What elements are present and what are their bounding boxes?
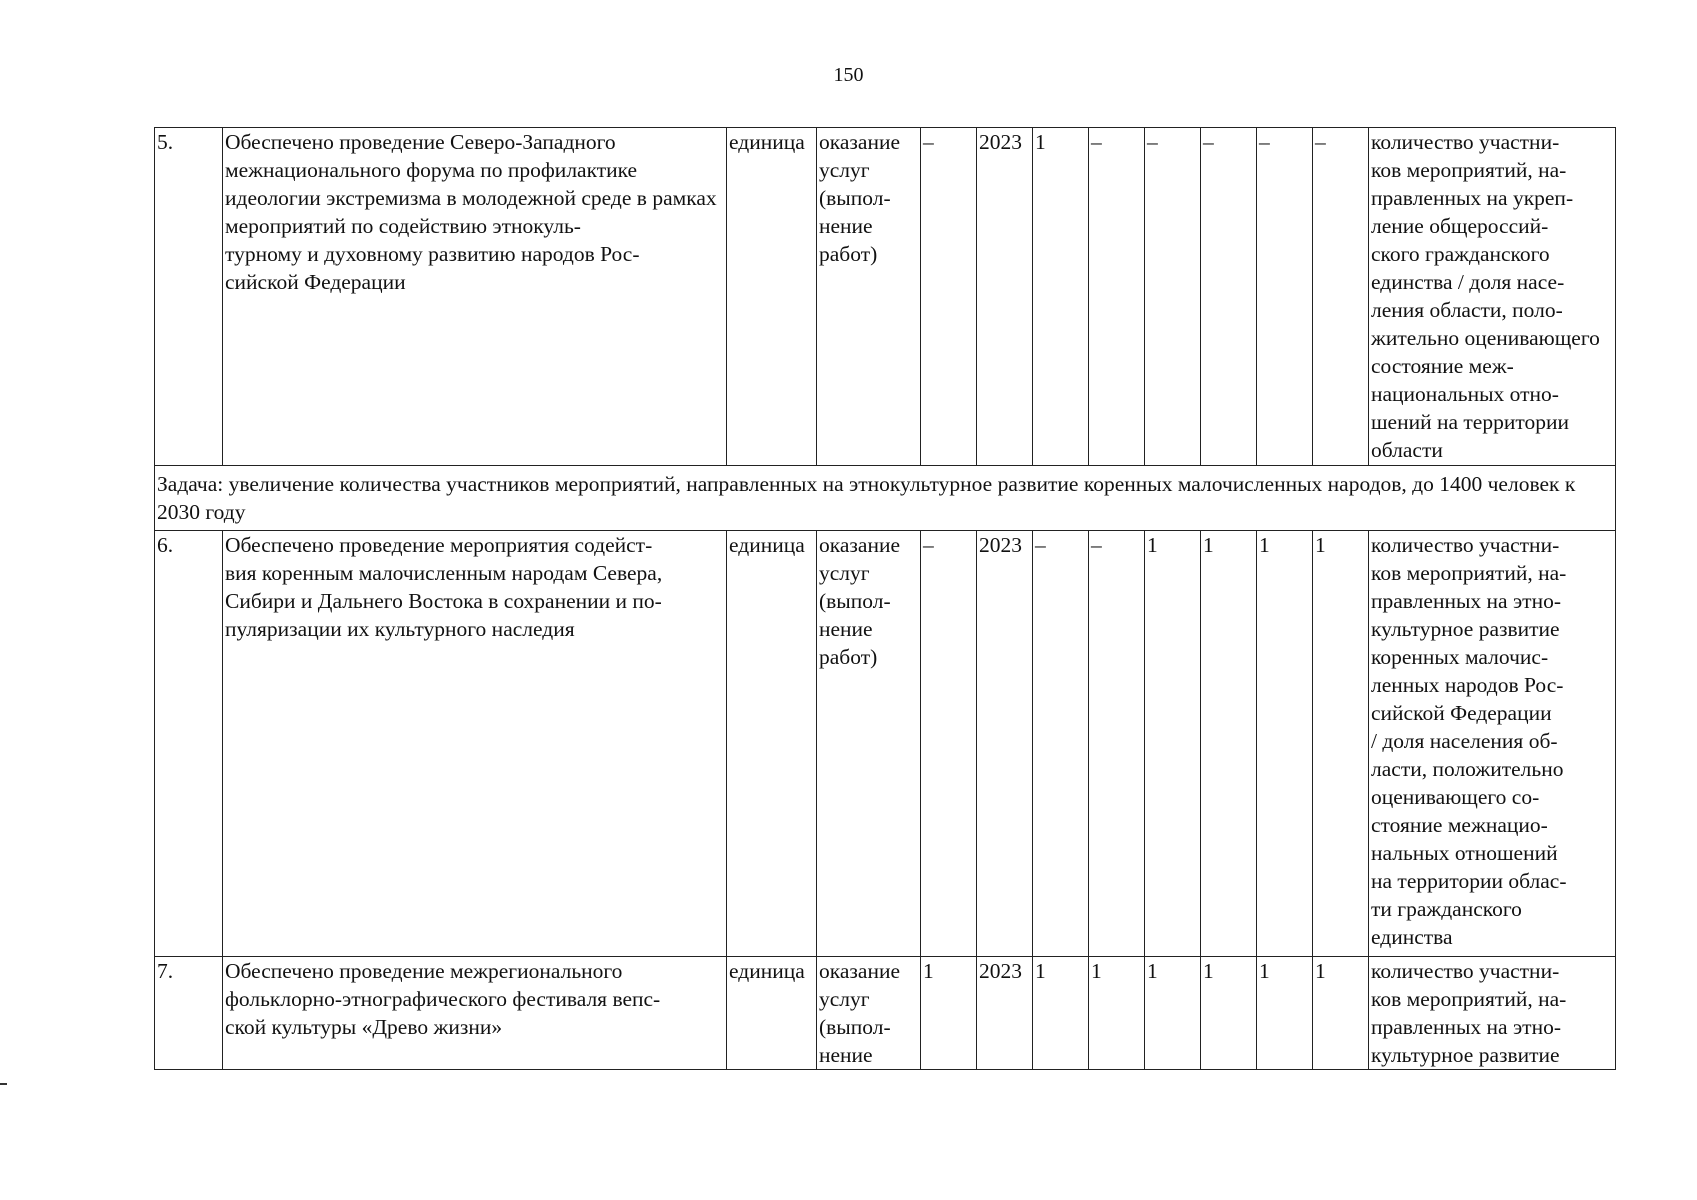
- base-year: 2023: [977, 957, 1033, 1070]
- scan-edge-mark: [0, 1083, 7, 1085]
- table-row: [155, 531, 1616, 957]
- task-text: Задача: увеличение количества участников мероприятий, направленных на этнокультурное развитие коренных малочисленных народов, до 1400 человек к 2030 году: [155, 466, 1616, 531]
- base-year: 2023: [977, 128, 1033, 466]
- measure-type: оказание услуг (выпол- нение работ): [817, 531, 921, 957]
- year-value: –: [1033, 531, 1089, 957]
- year-value: –: [1089, 128, 1145, 466]
- table-row: [155, 957, 1616, 1070]
- year-value: –: [1089, 531, 1145, 957]
- unit-cell: единица: [727, 128, 817, 466]
- page-number: 150: [833, 64, 864, 86]
- unit-cell: единица: [727, 531, 817, 957]
- year-value: 1: [1145, 957, 1201, 1070]
- base-value: 1: [921, 957, 977, 1070]
- measure-type: оказание услуг (выпол- нение работ): [817, 128, 921, 466]
- row-number: 5.: [155, 128, 223, 466]
- year-value: 1: [1257, 957, 1313, 1070]
- year-value: –: [1201, 128, 1257, 466]
- measure-name: Обеспечено проведение межрегионального фольклорно-этнографического фестиваля вепс- ской культуры «Древо жизни»: [223, 957, 727, 1070]
- base-value: –: [921, 128, 977, 466]
- row-number: 6.: [155, 531, 223, 957]
- measure-name: Обеспечено проведение мероприятия содейст- вия коренным малочисленным народам Севера, Сибири и Дальнего Востока в сохранении и по- пуляризации их культурного наследия: [223, 531, 727, 957]
- measure-name: Обеспечено проведение Северо-Западного межнационального форума по профилактике идеологии экстремизма в молодежной среде в рамках мероприятий по содействию этнокуль- турному и духовному развитию народов Рос- сийской Федерации: [223, 128, 727, 466]
- unit-cell: единица: [727, 957, 817, 1070]
- task-row: [155, 466, 1616, 531]
- year-value: 1: [1313, 957, 1369, 1070]
- year-value: 1: [1201, 531, 1257, 957]
- year-value: –: [1145, 128, 1201, 466]
- year-value: 1: [1257, 531, 1313, 957]
- indicator-link: количество участни- ков мероприятий, на- правленных на этно- культурное развитие: [1369, 957, 1616, 1070]
- row-number: 7.: [155, 957, 223, 1070]
- year-value: 1: [1033, 128, 1089, 466]
- base-value: –: [921, 531, 977, 957]
- table-row: [155, 128, 1616, 466]
- base-year: 2023: [977, 531, 1033, 957]
- measures-table: [154, 127, 1616, 1070]
- measure-type: оказание услуг (выпол- нение: [817, 957, 921, 1070]
- year-value: 1: [1033, 957, 1089, 1070]
- year-value: 1: [1145, 531, 1201, 957]
- year-value: 1: [1201, 957, 1257, 1070]
- year-value: –: [1257, 128, 1313, 466]
- year-value: 1: [1313, 531, 1369, 957]
- year-value: –: [1313, 128, 1369, 466]
- year-value: 1: [1089, 957, 1145, 1070]
- indicator-link: количество участни- ков мероприятий, на- правленных на укреп- ление общероссий- ского гражданского единства / доля насе- ления области, поло- жительно оценивающего состояние меж- национальных отно- шений на территории области: [1369, 128, 1616, 466]
- indicator-link: количество участни- ков мероприятий, на- правленных на этно- культурное развитие коренных малочис- ленных народов Рос- сийской Федерации / доля населения об- ласти, положительно оценивающего со- стояние межнацио- нальных отношений на территории облас- ти гражданского единства: [1369, 531, 1616, 957]
